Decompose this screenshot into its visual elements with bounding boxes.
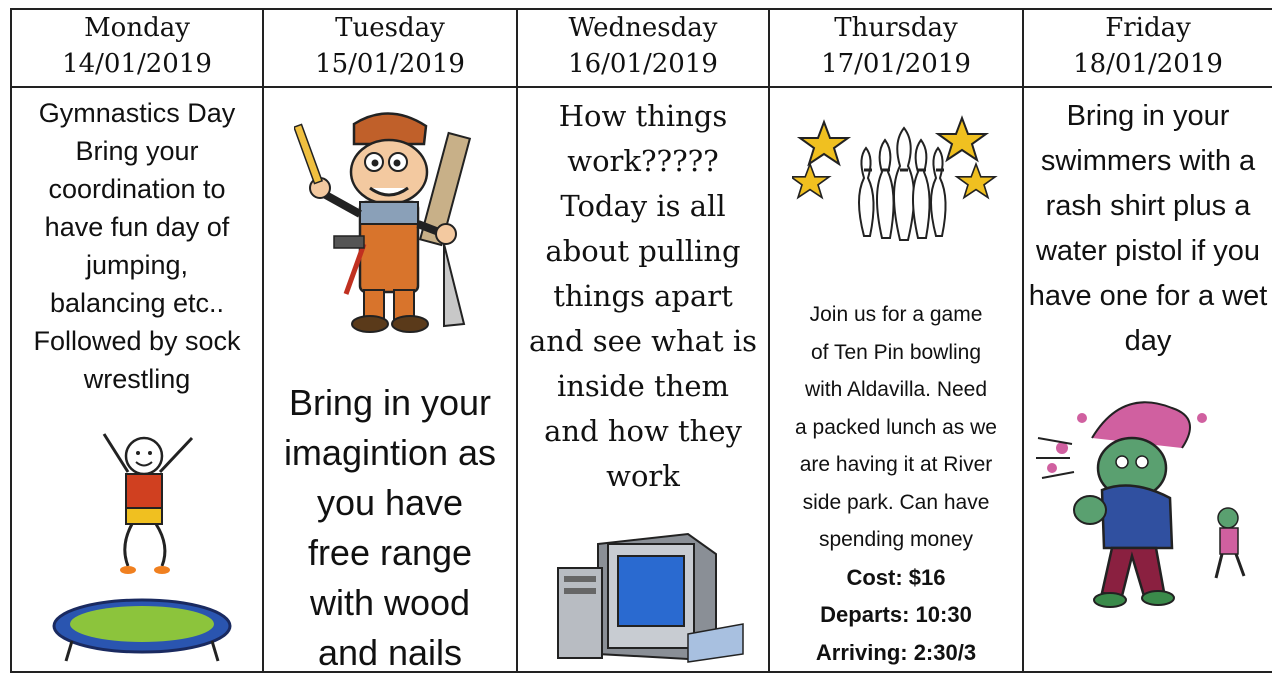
text-line: imagintion as bbox=[283, 432, 497, 473]
day-name: Monday bbox=[84, 13, 190, 43]
tuesday-description bbox=[264, 378, 516, 672]
text-line: coordination to bbox=[48, 174, 226, 204]
text-line: work????? bbox=[567, 144, 719, 178]
text-line: day bbox=[1124, 325, 1172, 357]
day-date: 18/01/2019 bbox=[1073, 49, 1223, 79]
text-line: and how they bbox=[544, 414, 742, 448]
text-line: jumping, bbox=[85, 250, 189, 280]
day-date: 17/01/2019 bbox=[821, 49, 971, 79]
text-line: How things bbox=[558, 99, 728, 133]
text-line: Followed by sock bbox=[33, 326, 241, 356]
text-line: free range bbox=[307, 532, 473, 573]
text-line: wrestling bbox=[83, 364, 191, 394]
friday-description bbox=[1024, 94, 1272, 364]
text-line: Today is all bbox=[560, 189, 726, 223]
cell-monday bbox=[11, 87, 263, 672]
arriving-line: Arriving: 2:30/3 bbox=[815, 639, 977, 665]
header-row bbox=[11, 9, 1272, 87]
text-line: work bbox=[606, 459, 680, 493]
day-date: 16/01/2019 bbox=[568, 49, 718, 79]
text-line: Bring in your bbox=[1066, 100, 1230, 132]
cell-tuesday bbox=[263, 87, 517, 672]
departs-line: Departs: 10:30 bbox=[820, 602, 972, 627]
text-line: have one for a wet bbox=[1028, 280, 1268, 312]
day-header-thursday bbox=[769, 9, 1023, 87]
water-pistol-splash-icon bbox=[1032, 378, 1268, 638]
cell-thursday bbox=[769, 87, 1023, 672]
text-line: balancing etc.. bbox=[49, 288, 225, 318]
day-name: Wednesday bbox=[568, 13, 718, 43]
child-on-trampoline-icon bbox=[42, 416, 242, 666]
activity-row bbox=[11, 87, 1272, 672]
text-line: rash shirt plus a bbox=[1045, 190, 1251, 222]
day-name: Tuesday bbox=[335, 13, 445, 43]
carpenter-with-tools-icon bbox=[294, 104, 484, 336]
text-line: spending money bbox=[818, 528, 974, 551]
bowling-pins-stars-icon bbox=[792, 98, 1002, 248]
day-date: 14/01/2019 bbox=[62, 49, 212, 79]
text-line: are having it at River bbox=[799, 453, 993, 476]
text-line: side park. Can have bbox=[802, 490, 990, 514]
day-header-wednesday bbox=[517, 9, 769, 87]
monday-description bbox=[12, 94, 262, 398]
text-line: swimmers with a bbox=[1040, 145, 1256, 177]
text-line: and nails bbox=[317, 632, 463, 672]
text-line: Bring in your bbox=[288, 382, 492, 423]
computer-icon bbox=[538, 514, 748, 664]
day-date: 15/01/2019 bbox=[315, 49, 465, 79]
text-line: water pistol if you bbox=[1035, 235, 1261, 267]
text-line: about pulling bbox=[545, 234, 741, 268]
day-name: Friday bbox=[1105, 13, 1191, 43]
week-table bbox=[10, 8, 1272, 673]
text-line: Gymnastics Day bbox=[38, 98, 236, 128]
cost-line: Cost: $16 bbox=[846, 564, 946, 590]
cell-wednesday bbox=[517, 87, 769, 672]
text-line: inside them bbox=[556, 369, 730, 403]
text-line: have fun day of bbox=[44, 212, 230, 242]
cell-friday bbox=[1023, 87, 1272, 672]
weekly-planner bbox=[10, 8, 1272, 675]
day-header-tuesday bbox=[263, 9, 517, 87]
text-line: with Aldavilla. Need bbox=[804, 378, 988, 401]
day-header-monday bbox=[11, 9, 263, 87]
day-name: Thursday bbox=[834, 13, 958, 43]
text-line: Join us for a game bbox=[809, 303, 983, 326]
day-header-friday bbox=[1023, 9, 1272, 87]
wednesday-description bbox=[518, 94, 768, 499]
thursday-description bbox=[770, 296, 1022, 671]
text-line: a packed lunch as we bbox=[795, 415, 997, 439]
text-line: Bring your bbox=[75, 136, 199, 166]
text-line: things apart bbox=[553, 279, 733, 313]
text-line: with wood bbox=[309, 582, 471, 623]
text-line: you have bbox=[316, 482, 464, 523]
text-line: of Ten Pin bowling bbox=[810, 340, 982, 364]
text-line: and see what is bbox=[529, 324, 757, 358]
